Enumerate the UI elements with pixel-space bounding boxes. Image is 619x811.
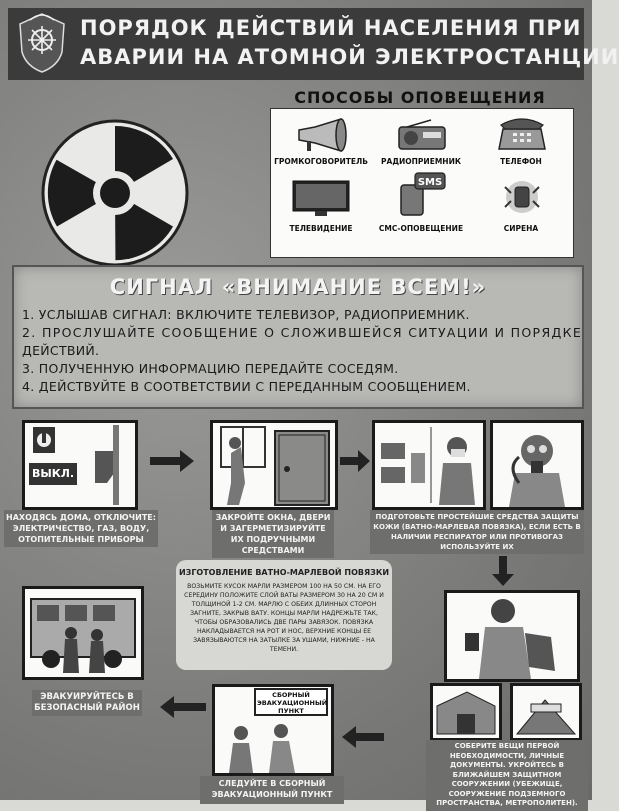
- arrow-right-icon: [340, 450, 370, 472]
- man-with-documents-icon: [447, 593, 577, 679]
- page-title-line-1: ПОРЯДОК ДЕЙСТВИЙ НАСЕЛЕНИЯ ПРИ: [80, 16, 582, 40]
- arrow-right-icon: [150, 450, 194, 472]
- gauze-title: ИЗГОТОВЛЕНИЕ ВАТНО-МАРЛЕВОЙ ПОВЯЗКИ: [178, 568, 390, 577]
- loudspeaker-icon: [293, 117, 349, 153]
- light-switch-icon: [25, 423, 135, 507]
- emergency-ministry-emblem-icon: [14, 12, 70, 74]
- step-collection-point-illustration: [212, 684, 334, 776]
- radio-icon: [397, 119, 447, 151]
- sms-phone-icon: [397, 171, 447, 217]
- signal-attention-panel: [12, 265, 584, 409]
- notify-label-television: ТЕЛЕВИДЕНИЕ: [289, 224, 353, 233]
- step-pack-illustration: [444, 590, 580, 682]
- arrow-left-icon: [160, 696, 206, 718]
- caption-switch-off: НАХОДЯСЬ ДОМА, ОТКЛЮЧИТЕ: ЭЛЕКТРИЧЕСТВО, ГАЗ, ВОДУ, ОТОПИТЕЛЬНЫЕ ПРИБОРЫ: [4, 510, 158, 547]
- step-respirator-illustration: [490, 420, 584, 510]
- signal-line: 2. ПРОСЛУШАЙТЕ СООБЩЕНИЕ О СЛОЖИВШЕЙСЯ СИТУАЦИИ И ПОРЯДКЕ: [22, 325, 583, 340]
- arrow-down-icon: [492, 556, 514, 586]
- gas-mask-icon: [493, 423, 581, 507]
- sms-badge: SMS: [417, 177, 443, 188]
- closing-window-door-icon: [213, 423, 335, 507]
- gauze-mask-icon: [375, 423, 483, 507]
- caption-evacuate: ЭВАКУИРУЙТЕСЬ В БЕЗОПАСНЫЙ РАЙОН: [32, 690, 142, 716]
- shelter-entrance-icon: [433, 686, 499, 738]
- step-switch-off-illustration: [22, 420, 138, 510]
- caption-seal: ЗАКРОЙТЕ ОКНА, ДВЕРИ И ЗАГЕРМЕТИЗИРУЙТЕ ИХ ПОДРУЧНЫМИ СРЕДСТВАМИ: [212, 510, 334, 558]
- gauze-bandage-instructions: [176, 560, 392, 670]
- notify-label-telephone: ТЕЛЕФОН: [500, 157, 542, 166]
- switch-off-label: ВЫКЛ.: [31, 467, 75, 480]
- arrow-left-icon: [342, 726, 384, 748]
- signal-title: СИГНАЛ «ВНИМАНИЕ ВСЕМ!»: [109, 275, 487, 299]
- evacuation-bus-icon: [25, 589, 141, 677]
- shelter-illustration: [430, 683, 502, 741]
- caption-collection-point: СЛЕДУЙТЕ В СБОРНЫЙ ЭВАКУАЦИОННЫЙ ПУНКТ: [200, 776, 344, 804]
- notification-title: СПОСОБЫ ОПОВЕЩЕНИЯ: [294, 88, 546, 107]
- television-icon: [291, 179, 351, 217]
- signal-line: 4. ДЕЙСТВУЙТЕ В СООТВЕТСТВИИ С ПЕРЕДАННЫМ СООБЩЕНИЕМ.: [22, 379, 471, 394]
- notification-methods-panel: [270, 108, 574, 258]
- radiation-trefoil-icon: [40, 118, 190, 268]
- page-title-line-2: АВАРИИ НА АТОМНОЙ ЭЛЕКТРОСТАНЦИИ: [80, 45, 619, 69]
- telephone-icon: [497, 115, 547, 153]
- signal-line: 1. УСЛЫШАВ СИГНАЛ: ВКЛЮЧИТЕ ТЕЛЕВИЗОР, РАДИОПРИЕМНИК.: [22, 307, 470, 322]
- signal-line: 3. ПОЛУЧЕННУЮ ИНФОРМАЦИЮ ПЕРЕДАЙТЕ СОСЕДЯМ.: [22, 361, 399, 376]
- step-protection-illustration: [372, 420, 486, 510]
- step-evacuate-illustration: [22, 586, 144, 680]
- siren-icon: [497, 177, 547, 217]
- notify-label-sms: СМС-ОПОВЕЩЕНИЕ: [378, 224, 464, 233]
- notify-label-siren: СИРЕНА: [503, 224, 539, 233]
- caption-protection: ПОДГОТОВЬТЕ ПРОСТЕЙШИЕ СРЕДСТВА ЗАЩИТЫ КОЖИ (ВАТНО-МАРЛЕВАЯ ПОВЯЗКА), ЕСЛИ ЕСТЬ В НАЛИЧИИ РЕСПИРАТОР ИЛИ ПРОТИВОГАЗ ИСПОЛЬЗУЙТЕ ИХ: [370, 510, 584, 554]
- notify-label-loudspeaker: ГРОМКОГОВОРИТЕЛЬ: [274, 157, 368, 166]
- metro-illustration: [510, 683, 582, 741]
- gauze-text: ВОЗЬМИТЕ КУСОК МАРЛИ РАЗМЕРОМ 100 НА 50 СМ. НА ЕГО СЕРЕДИНУ ПОЛОЖИТЕ СЛОЙ ВАТЫ РАЗМЕРОМ 30 НА 20 СМ И ТОЛЩИНОЙ 1-2 СМ. МАРЛЮ С ОБЕИХ ДЛИННЫХ СТОРОН ЗАГНИТЕ, ЗАКРЫВ ВАТУ. КОНЦЫ МАРЛИ НАДРЕЖЬТЕ ТАК, ЧТОБЫ ОБРАЗОВАЛИСЬ ДВЕ ПАРЫ ЗАВЯЗОК. ПОВЯЗКА НАКЛАДЫВАЕТСЯ НА РОТ И НОС, ВЕРХНИЕ КОНЦЫ ЕЕ ЗАВЯЗЫВАЮТСЯ НА ЗАТЫЛКЕ ЗА УШАМИ, НИЖНИЕ - НА ТЕМЕНИ.: [184, 583, 384, 653]
- collection-point-sign: СБОРНЫЙ ЭВАКУАЦИОННЫЙ ПУНКТ: [257, 691, 328, 715]
- signal-line: ДЕЙСТВИЙ.: [22, 343, 100, 358]
- notify-label-radio: РАДИОПРИЕМНИК: [381, 157, 461, 166]
- step-seal-illustration: [210, 420, 338, 510]
- caption-belongings: СОБЕРИТЕ ВЕЩИ ПЕРВОЙ НЕОБХОДИМОСТИ, ЛИЧНЫЕ ДОКУМЕНТЫ. УКРОЙТЕСЬ В БЛИЖАЙШЕМ ЗАЩИТНОМ СООРУЖЕНИИ (УБЕЖИЩЕ, СООРУЖЕНИЕ ПОДЗЕМНОГО ПРОСТРАНСТВА, МЕТРОПОЛИТЕН).: [426, 740, 588, 811]
- underground-passage-icon: [513, 686, 579, 738]
